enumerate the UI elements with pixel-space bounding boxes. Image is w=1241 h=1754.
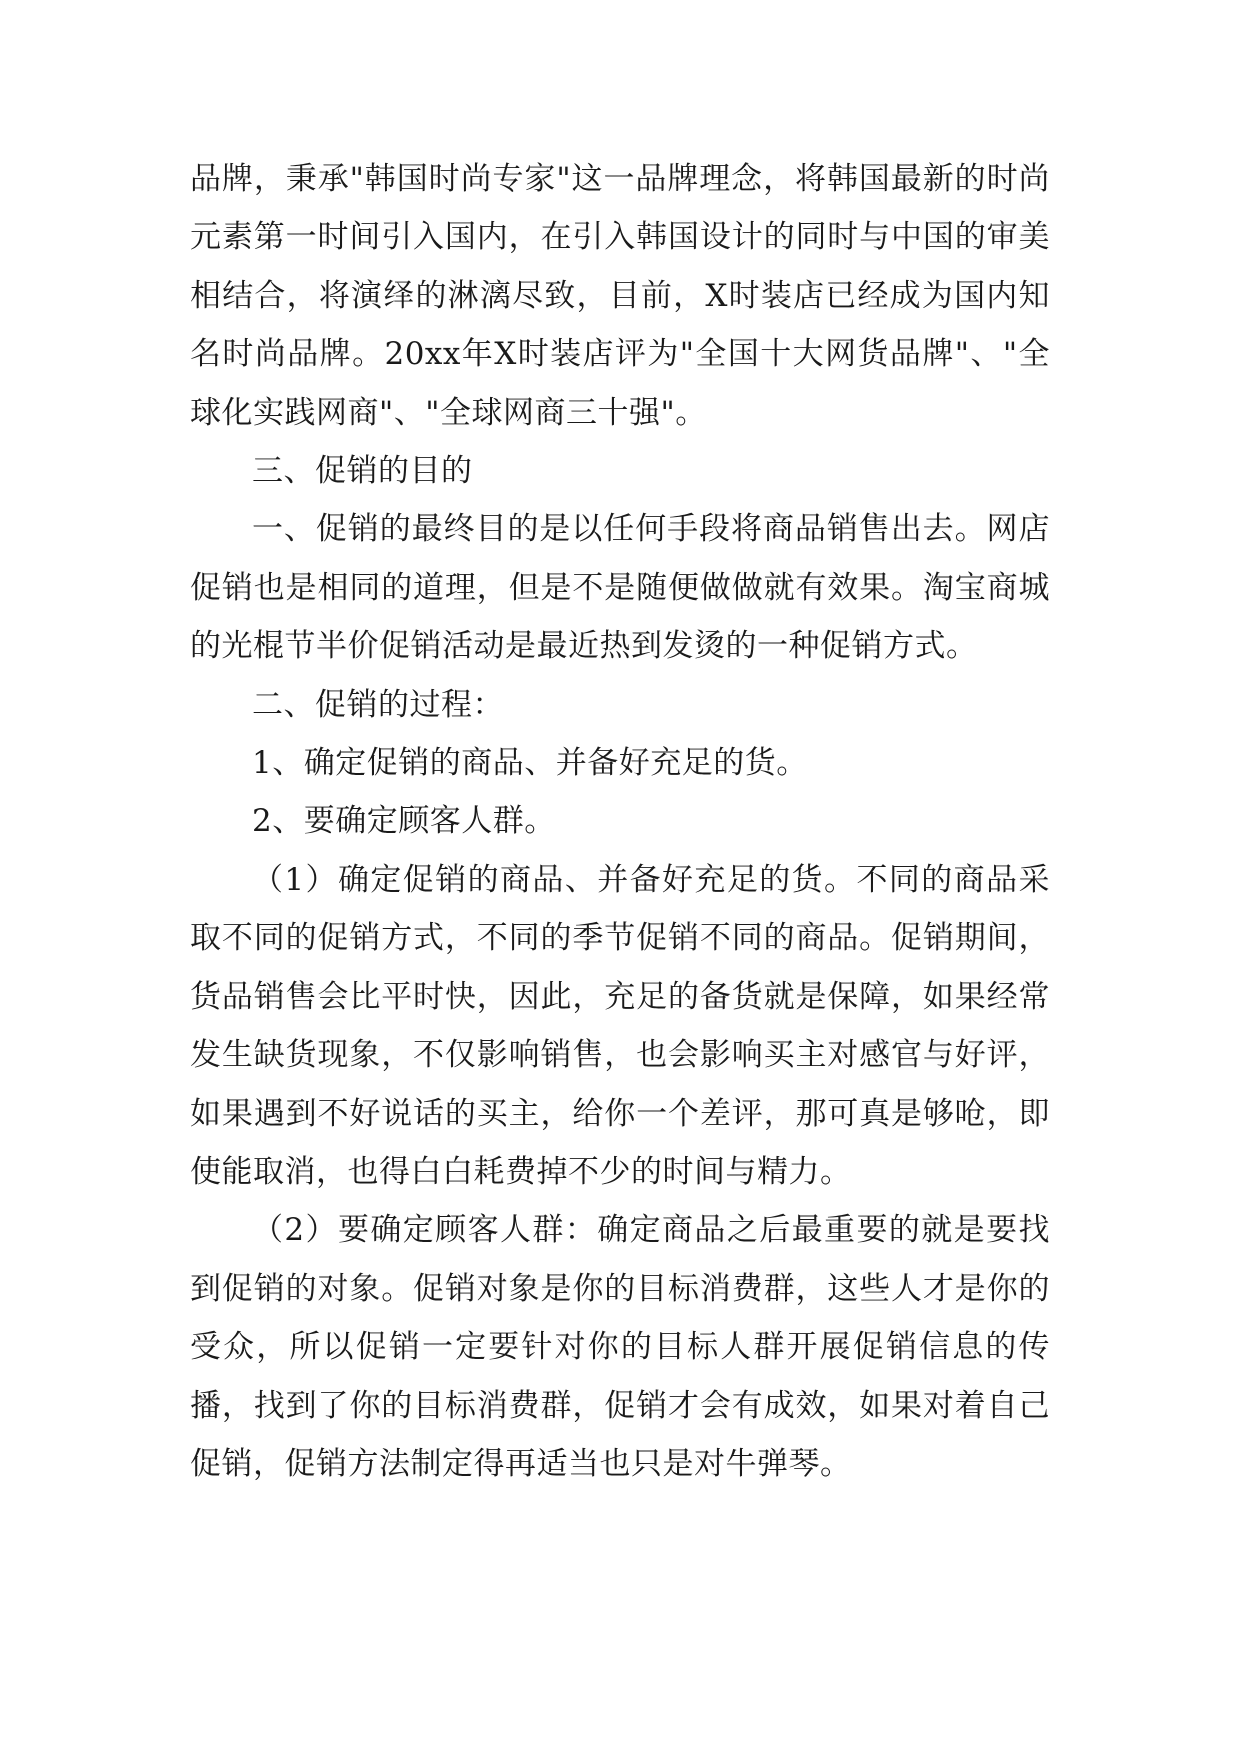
- paragraph-promotion-goal: 一、促销的最终目的是以任何手段将商品销售出去。网店促销也是相同的道理，但是不是随便做做就有效果。淘宝商城的光棍节半价促销活动是最近热到发烫的一种促销方式。: [190, 511, 1050, 665]
- list-item-step-2: 2、要确定顾客人群。: [252, 803, 556, 840]
- heading-promotion-purpose: 三、促销的目的: [252, 453, 473, 490]
- paragraph-brand-intro: 品牌，秉承"韩国时尚专家"这一品牌理念，将韩国最新的时尚元素第一时间引入国内，在引入韩国设计的同时与中国的审美相结合，将演绎的淋漓尽致，目前，X时装店已经成为国内知名时尚品牌。20xx年X时装店评为"全国十大网货品牌"、"全球化实践网商"、"全球网商三十强"。: [190, 161, 1050, 431]
- list-item-step-1: 1、确定促销的商品、并备好充足的货。: [252, 745, 808, 782]
- document-body: [190, 150, 1050, 1493]
- paragraph-step-2-detail: （2）要确定顾客人群：确定商品之后最重要的就是要找到促销的对象。促销对象是你的目标消费群，这些人才是你的受众，所以促销一定要针对你的目标人群开展促销信息的传播，找到了你的目标消费群，促销才会有成效，如果对着自己促销，促销方法制定得再适当也只是对牛弹琴。: [190, 1212, 1050, 1482]
- heading-promotion-process: 二、促销的过程：: [252, 686, 504, 723]
- paragraph-step-1-detail: （1）确定促销的商品、并备好充足的货。不同的商品采取不同的促销方式，不同的季节促销不同的商品。促销期间，货品销售会比平时快，因此，充足的备货就是保障，如果经常发生缺货现象，不仅影响销售，也会影响买主对感官与好评，如果遇到不好说话的买主，给你一个差评，那可真是够呛，即使能取消，也得白白耗费掉不少的时间与精力。: [190, 861, 1050, 1190]
